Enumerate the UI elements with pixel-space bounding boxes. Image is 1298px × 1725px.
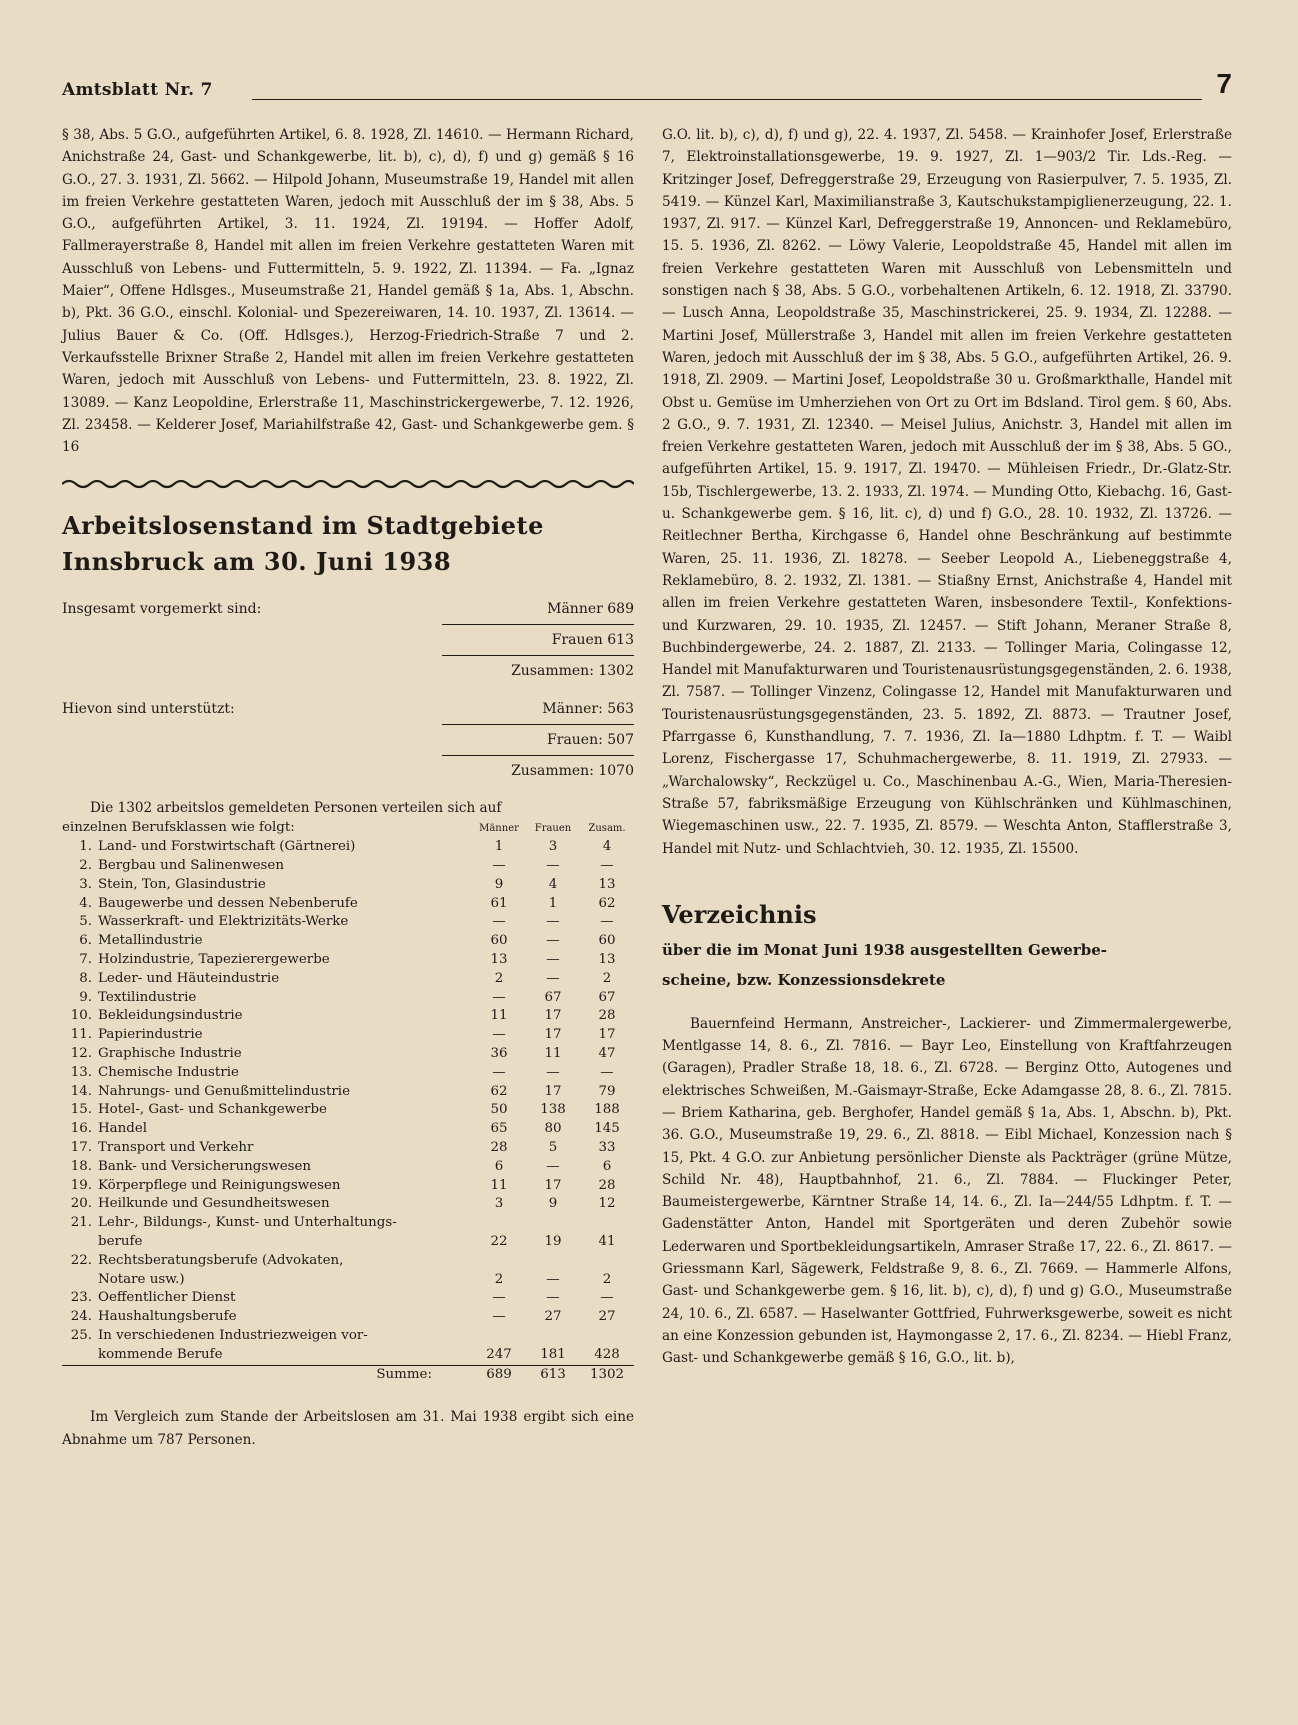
row-index: 5. bbox=[79, 914, 92, 930]
row-women: 19 bbox=[544, 1233, 562, 1249]
row-total: 47 bbox=[598, 1046, 616, 1062]
registered-women: Frauen 613 bbox=[551, 632, 634, 649]
row-index bbox=[62, 1233, 98, 1252]
row-total: — bbox=[600, 858, 614, 874]
row-occupation: Notare usw.) bbox=[98, 1271, 185, 1287]
supported-label: Hievon sind unterstützt: bbox=[62, 701, 235, 718]
row-men: 60 bbox=[490, 933, 508, 949]
table-row bbox=[62, 951, 634, 970]
intro-line2: einzelnen Berufsklassen wie folgt: bbox=[62, 820, 295, 836]
row-index: 9. bbox=[79, 989, 92, 1005]
header-rule bbox=[252, 99, 1202, 100]
row-women: — bbox=[546, 1158, 560, 1174]
table-row bbox=[62, 1346, 634, 1365]
row-occupation: In verschiedenen Industriezweigen vor- bbox=[98, 1327, 368, 1343]
row-occupation: Baugewerbe und dessen Nebenberufe bbox=[98, 895, 358, 911]
row-men: 3 bbox=[494, 1196, 504, 1212]
sum-label: Summe: bbox=[98, 1365, 472, 1384]
table-row bbox=[62, 989, 634, 1008]
row-women: 17 bbox=[544, 1008, 562, 1024]
row-men: — bbox=[492, 1027, 506, 1043]
supported-women-row bbox=[62, 725, 634, 755]
row-women: — bbox=[546, 1064, 560, 1080]
row-men: — bbox=[492, 858, 506, 874]
row-occupation: Land- und Forstwirtschaft (Gärtnerei) bbox=[98, 839, 356, 855]
row-total: 67 bbox=[598, 989, 616, 1005]
row-index: 10. bbox=[70, 1008, 92, 1024]
row-men: — bbox=[492, 1309, 506, 1325]
row-men: 50 bbox=[490, 1102, 508, 1118]
row-total: 12 bbox=[598, 1196, 616, 1212]
row-occupation: Leder- und Häuteindustrie bbox=[98, 970, 280, 986]
row-index: 17. bbox=[70, 1140, 92, 1155]
row-index: 19. bbox=[70, 1177, 92, 1193]
table-row bbox=[62, 932, 634, 951]
row-women: 181 bbox=[540, 1346, 566, 1362]
row-men: — bbox=[492, 914, 506, 930]
row-index: 23. bbox=[70, 1290, 92, 1306]
row-occupation: Wasserkraft- und Elektrizitäts-Werke bbox=[98, 914, 349, 930]
row-total: — bbox=[600, 914, 614, 930]
row-men: 61 bbox=[490, 895, 508, 911]
table-row bbox=[62, 970, 634, 989]
left-continuation-text: § 38, Abs. 5 G.O., aufgeführten Artikel, 6. 8. 1928, Zl. 14610. — Hermann Richard, Anichstraße 24, Gast- und Schankgewerbe, lit. b), c), d), f) und g) gemäß § 16 G.O., 27. 3. 1931, Zl. 5662. — Hilpold Johann, Museumstraße 19, Handel mit allen im freien Verkehre gestatteten Waren, jedoch mit Ausschluß der im § 38, Abs. 5 G.O., aufgeführten Artikel, 3. 11. 1924, Zl. 19194. — Hoffer Adolf, Fallmerayerstraße 8, Handel mit allen im freien Verkehre gestatteten Waren mit Ausschluß von Lebens- und Futtermitteln, 5. 9. 1922, Zl. 11394. — Fa. „Ignaz Maier“, Offene Hdlsges., Museumstraße 21, Handel gemäß § 1a, Abs. 1, Abschn. b), Pkt. 36 G.O., einschl. Kolonial- und Spezereiwaren, 14. 10. 1937, Zl. 13614. — Julius Bauer & Co. (Off. Hdlsges.), Herzog-Friedrich-Straße 7 und 2. Verkaufsstelle Brixner Straße 2, Handel mit allen im freien Verkehre gestatteten Waren, jedoch mit Ausschluß von Lebens- und Futtermitteln, 23. 8. 1922, Zl. 13089. — Kanz Leopoldine, Erlerstraße 11, Maschinstrickergewerbe, 7. 12. 1926, Zl. 23458. — Kelderer Josef, Mariahilfstraße 42, Gast- und Schankgewerbe gem. § 16 bbox=[62, 127, 634, 456]
registered-total: Zusammen: 1302 bbox=[511, 663, 634, 680]
row-total: 17 bbox=[598, 1027, 616, 1043]
row-total: 428 bbox=[594, 1346, 620, 1362]
row-women: — bbox=[546, 1271, 560, 1287]
registered-label: Insgesamt vorgemerkt sind: bbox=[62, 601, 262, 618]
comparison-note: Im Vergleich zum Stande der Arbeitslosen am 31. Mai 1938 ergibt sich eine Abnahme um 787 Personen. bbox=[62, 1409, 634, 1448]
row-women: — bbox=[546, 933, 560, 949]
row-men: — bbox=[492, 989, 506, 1005]
page-number: 7 bbox=[1216, 68, 1232, 99]
row-occupation: Heilkunde und Gesundheitswesen bbox=[98, 1196, 330, 1212]
row-women: — bbox=[546, 858, 560, 874]
row-total: 28 bbox=[598, 1008, 616, 1024]
row-total: 27 bbox=[598, 1309, 616, 1325]
row-total: 145 bbox=[594, 1121, 620, 1137]
row-occupation: kommende Berufe bbox=[98, 1346, 223, 1362]
row-women: — bbox=[546, 1290, 560, 1306]
row-total: 62 bbox=[598, 895, 616, 911]
table-row bbox=[62, 1101, 634, 1120]
table-row bbox=[62, 857, 634, 876]
occupation-table-body bbox=[62, 838, 634, 1365]
row-women: 17 bbox=[544, 1083, 562, 1099]
table-row bbox=[62, 1233, 634, 1252]
table-row bbox=[62, 838, 634, 857]
row-total: 13 bbox=[598, 952, 616, 968]
table-row bbox=[62, 1158, 634, 1177]
section-title-line2: Innsbruck am 30. Juni 1938 bbox=[62, 547, 452, 577]
row-index: 22. bbox=[70, 1252, 92, 1268]
row-index bbox=[62, 1271, 98, 1290]
supported-total-row bbox=[62, 756, 634, 786]
col-header-total: Zusam. bbox=[588, 823, 626, 835]
row-women: — bbox=[546, 914, 560, 930]
row-index: 24. bbox=[70, 1309, 92, 1325]
row-women: — bbox=[546, 970, 560, 986]
row-men: 9 bbox=[494, 876, 504, 892]
row-men: 65 bbox=[490, 1121, 508, 1137]
row-men: 11 bbox=[490, 1177, 508, 1193]
table-row bbox=[62, 913, 634, 932]
table-row bbox=[62, 1177, 634, 1196]
row-index: 7. bbox=[79, 952, 92, 968]
verzeichnis-section bbox=[662, 900, 1232, 1370]
row-index: 20. bbox=[70, 1196, 92, 1212]
row-men: 28 bbox=[490, 1140, 508, 1155]
table-row bbox=[62, 1327, 634, 1346]
table-row bbox=[62, 1195, 634, 1214]
row-index: 11. bbox=[70, 1027, 92, 1043]
occupation-table bbox=[62, 819, 634, 1384]
row-men bbox=[472, 1214, 526, 1233]
row-total: 41 bbox=[598, 1233, 616, 1249]
supported-men: Männer: 563 bbox=[542, 701, 634, 718]
row-occupation: Bergbau und Salinenwesen bbox=[98, 858, 284, 874]
row-occupation: Textilindustrie bbox=[98, 989, 197, 1005]
row-women: 17 bbox=[544, 1027, 562, 1043]
row-index bbox=[62, 1346, 98, 1365]
intro-line1: Die 1302 arbeitslos gemeldeten Personen verteilen sich auf bbox=[90, 800, 502, 817]
row-index: 16. bbox=[70, 1121, 92, 1137]
verzeichnis-title: Verzeichnis bbox=[662, 899, 817, 929]
row-index: 4. bbox=[79, 895, 92, 911]
table-row bbox=[62, 1083, 634, 1102]
row-index: 3. bbox=[79, 876, 92, 892]
row-total bbox=[580, 1252, 634, 1271]
right-continuation-text: G.O. lit. b), c), d), f) und g), 22. 4. 1937, Zl. 5458. — Krainhofer Josef, Erlerstraße 7, Elektroinstallationsgewerbe, 19. 9. 1927, Zl. 1—903/2 Tir. Lds.-Reg. — Kritzinger Josef, Defreggerstraße 29, Erzeugung von Rasierpulver, 7. 5. 1935, Zl. 5419. — Künzel Karl, Maximilianstraße 3, Kautschukstampiglienerzeugung, 22. 1. 1937, Zl. 917. — Künzel Karl, Defreggerstraße 19, Annoncen- und Reklamebüro, 15. 5. 1936, Zl. 8262. — Löwy Valerie, Leopoldstraße 45, Handel mit allen im freien Verkehre gestatteten Waren mit Ausschluß von Lebensmitteln und sonstigen nach § 38, Abs. 5 G.O., vorbehaltenen Artikeln, 6. 12. 1918, Zl. 33790. — Lusch Anna, Leopoldstraße 35, Maschinstrickerei, 25. 9. 1934, Zl. 12288. — Martini Josef, Müllerstraße 3, Handel mit allen im freien Verkehre gestatteten Waren, jedoch mit Ausschluß der im § 38, Abs. 5 G.O., aufgeführten Artikel, 26. 9. 1918, Zl. 2909. — Martini Josef, Leopoldstraße 30 u. Großmarkthalle, Handel mit Obst u. Gemüse im Umherziehen von Ort zu Ort im Bdsland. Tirol gem. § 60, Abs. 2 G.O., 9. 7. 1931, Zl. 12340. — Meisel Julius, Anichstr. 3, Handel mit allen im freien Verkehre gestatteten Waren, jedoch mit Ausschluß der im § 38, Abs. 5 GO., aufgeführten Artikel, 15. 9. 1917, Zl. 19470. — Mühleisen Friedr., Dr.-Glatz-Str. 15b, Tischlergewerbe, 13. 2. 1933, Zl. 1974. — Munding Otto, Kiebachg. 16, Gast- u. Schankgewerbe gem. § 16, lit. c), d) und f) G.O., 28. 10. 1932, Zl. 13726. — Reitlechner Bertha, Kirchgasse 6, Handel ohne Beschränkung auf bestimmte Waren, 25. 11. 1936, Zl. 18278. — Seeber Leopold A., Liebeneggstraße 4, Reklamebüro, 8. 2. 1932, Zl. 1381. — Stiaßny Ernst, Anichstraße 4, Handel mit allen im freien Verkehre gestatteten Waren, insbesondere Textil-, Konfektions- und Kurzwaren, 29. 10. 1935, Zl. 12457. — Stift Johann, Meraner Straße 8, Buchbindergewerbe, 24. 2. 1887, Zl. 2133. — Tollinger Maria, Colingasse 12, Handel mit Manufakturwaren und Touristenausrüstungsgegenständen, 2. 6. 1938, Zl. 7587. — Tollinger Vinzenz, Colingasse 12, Handel mit Manufakturwaren und Touristenausrüstungsgegenständen, 23. 5. 1892, Zl. 8873. — Trautner Josef, Pfarrgasse 6, Kunsthandlung, 7. 7. 1936, Zl. Ia—1880 Ldhptm. f. T. — Waibl Lorenz, Fischergasse 17, Schuhmachergewerbe, 8. 11. 1919, Zl. 27933. — „Warchalowsky“, Reckzügel u. Co., Maschinenbau A.-G., Wien, Maria-Theresien-Straße 57, fabriksmäßige Erzeugung von Kühlschränken und Kühlmaschinen, Wiegemaschinen usw., 22. 7. 1935, Zl. 8579. — Weschta Anton, Stafflerstraße 3, Handel mit Nutz- und Schlachtvieh, 30. 12. 1935, Zl. 15500. bbox=[662, 127, 1232, 857]
supported-men-row bbox=[62, 694, 634, 724]
row-women: 4 bbox=[548, 876, 558, 892]
row-index: 6. bbox=[79, 933, 92, 949]
row-men: 11 bbox=[490, 1008, 508, 1024]
table-row bbox=[62, 1045, 634, 1064]
row-women bbox=[526, 1214, 580, 1233]
row-occupation: Haushaltungsberufe bbox=[98, 1309, 237, 1325]
verzeichnis-subtitle-line2: scheine, bzw. Konzessionsdekrete bbox=[662, 970, 946, 989]
row-women: 3 bbox=[548, 839, 558, 855]
row-index: 14. bbox=[70, 1083, 92, 1099]
verzeichnis-subtitle bbox=[662, 935, 1232, 995]
sum-men: 689 bbox=[472, 1365, 526, 1384]
sum-row bbox=[62, 1365, 634, 1384]
row-women: 5 bbox=[548, 1140, 558, 1155]
row-occupation: Holzindustrie, Tapezierergewerbe bbox=[98, 952, 330, 968]
row-occupation: Körperpflege und Reinigungswesen bbox=[98, 1177, 341, 1193]
registered-men: Männer 689 bbox=[547, 601, 634, 618]
row-women: 27 bbox=[544, 1309, 562, 1325]
row-women: — bbox=[546, 952, 560, 968]
row-men: — bbox=[492, 1290, 506, 1306]
row-men bbox=[472, 1252, 526, 1271]
row-men: 1 bbox=[494, 839, 504, 855]
table-row bbox=[62, 876, 634, 895]
row-occupation: Stein, Ton, Glasindustrie bbox=[98, 876, 266, 892]
row-total bbox=[580, 1327, 634, 1346]
left-column bbox=[62, 124, 634, 1451]
row-women bbox=[526, 1327, 580, 1346]
row-men: 2 bbox=[494, 970, 504, 986]
row-women: 80 bbox=[544, 1121, 562, 1137]
row-women: 11 bbox=[544, 1046, 562, 1062]
table-row bbox=[62, 1139, 634, 1158]
col-header-women: Frauen bbox=[534, 823, 572, 835]
distribution-intro bbox=[62, 798, 634, 819]
table-row bbox=[62, 1271, 634, 1290]
row-total: 6 bbox=[602, 1158, 612, 1174]
col-header-men: Männer bbox=[479, 823, 519, 835]
row-index: 13. bbox=[70, 1064, 92, 1080]
row-total: 2 bbox=[602, 1271, 612, 1287]
table-row bbox=[62, 1308, 634, 1327]
row-occupation: Oeffentlicher Dienst bbox=[98, 1290, 236, 1306]
row-occupation: Papierindustrie bbox=[98, 1027, 203, 1043]
table-row bbox=[62, 1064, 634, 1083]
row-occupation: Hotel-, Gast- und Schankgewerbe bbox=[98, 1102, 327, 1118]
row-occupation: Transport und Verkehr bbox=[98, 1140, 254, 1155]
table-header-row bbox=[62, 819, 634, 838]
row-total: 13 bbox=[598, 876, 616, 892]
row-index: 25. bbox=[70, 1327, 92, 1343]
supported-total: Zusammen: 1070 bbox=[511, 763, 634, 780]
row-women: 17 bbox=[544, 1177, 562, 1193]
row-total: — bbox=[600, 1290, 614, 1306]
publication-title: Amtsblatt Nr. 7 bbox=[62, 80, 213, 100]
row-men: 247 bbox=[486, 1346, 512, 1362]
row-total: 60 bbox=[598, 933, 616, 949]
newspaper-page bbox=[62, 68, 1232, 1708]
row-men: 6 bbox=[494, 1158, 504, 1174]
row-occupation: Rechtsberatungsberufe (Advokaten, bbox=[98, 1252, 344, 1268]
row-occupation: Nahrungs- und Genußmittelindustrie bbox=[98, 1083, 351, 1099]
row-index: 15. bbox=[70, 1102, 92, 1118]
row-women: 9 bbox=[548, 1196, 558, 1212]
row-total bbox=[580, 1214, 634, 1233]
row-total: 2 bbox=[602, 970, 612, 986]
verzeichnis-text: Bauernfeind Hermann, Anstreicher-, Lackierer- und Zimmermalergewerbe, Mentlgasse 14, 8. 6., Zl. 7816. — Bayr Leo, Einstellung von Kraftfahrzeugen (Garagen), Pradler Straße 18, 18. 6., Zl. 6728. — Berginz Otto, Autogenes und elektrisches Schweißen, M.-Gaismayr-Straße, Ecke Adamgasse 28, 8. 6., Zl. 7815. — Briem Katharina, geb. Berghofer, Handel gemäß § 1a, Abs. 1, Abschn. b), Pkt. 36. G.O., Museumstraße 19, 29. 6., Zl. 8818. — Eibl Michael, Konzession nach § 15, Pkt. 4 G.O. zur Anbietung persönlicher Dienste als Packträger (grüne Mütze, Schild Nr. 48), Hauptbahnhof, 21. 6., Zl. 7884. — Fluckinger Peter, Baumeistergewerbe, Kärntner Straße 14, 14. 6., Zl. Ia—244/55 Ldhptm. f. T. — Gadenstätter Anton, Handel mit Sportgeräten und deren Zubehör sowie Lederwaren und Sportbekleidungsartikeln, Amraser Straße 17, 22. 6., Zl. 8617. — Griessmann Karl, Sägewerk, Feldstraße 9, 8. 6., Zl. 7669. — Hammerle Alfons, Gast- und Schankgewerbe gem. § 16, lit. b), c), d), f) und g) G.O., Museumstraße 24, 10. 6., Zl. 6587. — Haselwanter Gottfried, Fuhrwerksgewerbe, soweit es nicht an eine Konzession gebunden ist, Haymongasse 2, 17. 6., Zl. 8234. — Hiebl Franz, Gast- und Schankgewerbe gemäß § 16, G.O., lit. b), bbox=[662, 1015, 1232, 1367]
row-occupation: Handel bbox=[98, 1121, 148, 1137]
row-total: 188 bbox=[594, 1102, 620, 1118]
row-index: 2. bbox=[79, 858, 92, 874]
row-women: 138 bbox=[540, 1102, 566, 1118]
row-total: 79 bbox=[598, 1083, 616, 1099]
verzeichnis-subtitle-line1: über die im Monat Juni 1938 ausgestellten Gewerbe- bbox=[662, 940, 1107, 959]
row-total: 33 bbox=[598, 1140, 616, 1155]
row-index: 12. bbox=[70, 1046, 92, 1062]
row-men bbox=[472, 1327, 526, 1346]
row-occupation: Bekleidungsindustrie bbox=[98, 1008, 243, 1024]
wavy-divider bbox=[62, 476, 634, 492]
table-row bbox=[62, 1289, 634, 1308]
row-men: — bbox=[492, 1064, 506, 1080]
unemployment-section bbox=[62, 508, 634, 1451]
row-women bbox=[526, 1252, 580, 1271]
row-index: 8. bbox=[79, 970, 92, 986]
row-index: 1. bbox=[79, 839, 92, 855]
sum-women: 613 bbox=[526, 1365, 580, 1384]
row-men: 22 bbox=[490, 1233, 508, 1249]
row-total: 28 bbox=[598, 1177, 616, 1193]
registered-women-row bbox=[62, 625, 634, 655]
row-occupation: Bank- und Versicherungswesen bbox=[98, 1158, 312, 1174]
table-row bbox=[62, 1026, 634, 1045]
row-index: 18. bbox=[70, 1158, 92, 1174]
row-men: 36 bbox=[490, 1046, 508, 1062]
row-men: 62 bbox=[490, 1083, 508, 1099]
sum-total: 1302 bbox=[580, 1365, 634, 1384]
table-row bbox=[62, 1214, 634, 1233]
row-men: 13 bbox=[490, 952, 508, 968]
table-row bbox=[62, 1252, 634, 1271]
row-total: 4 bbox=[602, 839, 612, 855]
row-occupation: Lehr-, Bildungs-, Kunst- und Unterhaltungs- bbox=[98, 1215, 397, 1231]
row-women: 1 bbox=[548, 895, 558, 911]
row-women: 67 bbox=[544, 989, 562, 1005]
row-occupation: Graphische Industrie bbox=[98, 1046, 242, 1062]
registered-total-row bbox=[62, 656, 634, 686]
right-column bbox=[662, 124, 1232, 1370]
row-occupation: berufe bbox=[98, 1233, 143, 1249]
page-header bbox=[62, 68, 1232, 104]
row-occupation: Metallindustrie bbox=[98, 933, 203, 949]
row-index: 21. bbox=[70, 1215, 92, 1231]
section-title-line1: Arbeitslosenstand im Stadtgebiete bbox=[62, 511, 544, 541]
supported-women: Frauen: 507 bbox=[547, 732, 634, 749]
registered-men-row bbox=[62, 594, 634, 624]
row-total: — bbox=[600, 1064, 614, 1080]
row-men: 2 bbox=[494, 1271, 504, 1287]
table-row bbox=[62, 1007, 634, 1026]
table-row bbox=[62, 895, 634, 914]
row-occupation: Chemische Industrie bbox=[98, 1064, 239, 1080]
table-row bbox=[62, 1120, 634, 1139]
